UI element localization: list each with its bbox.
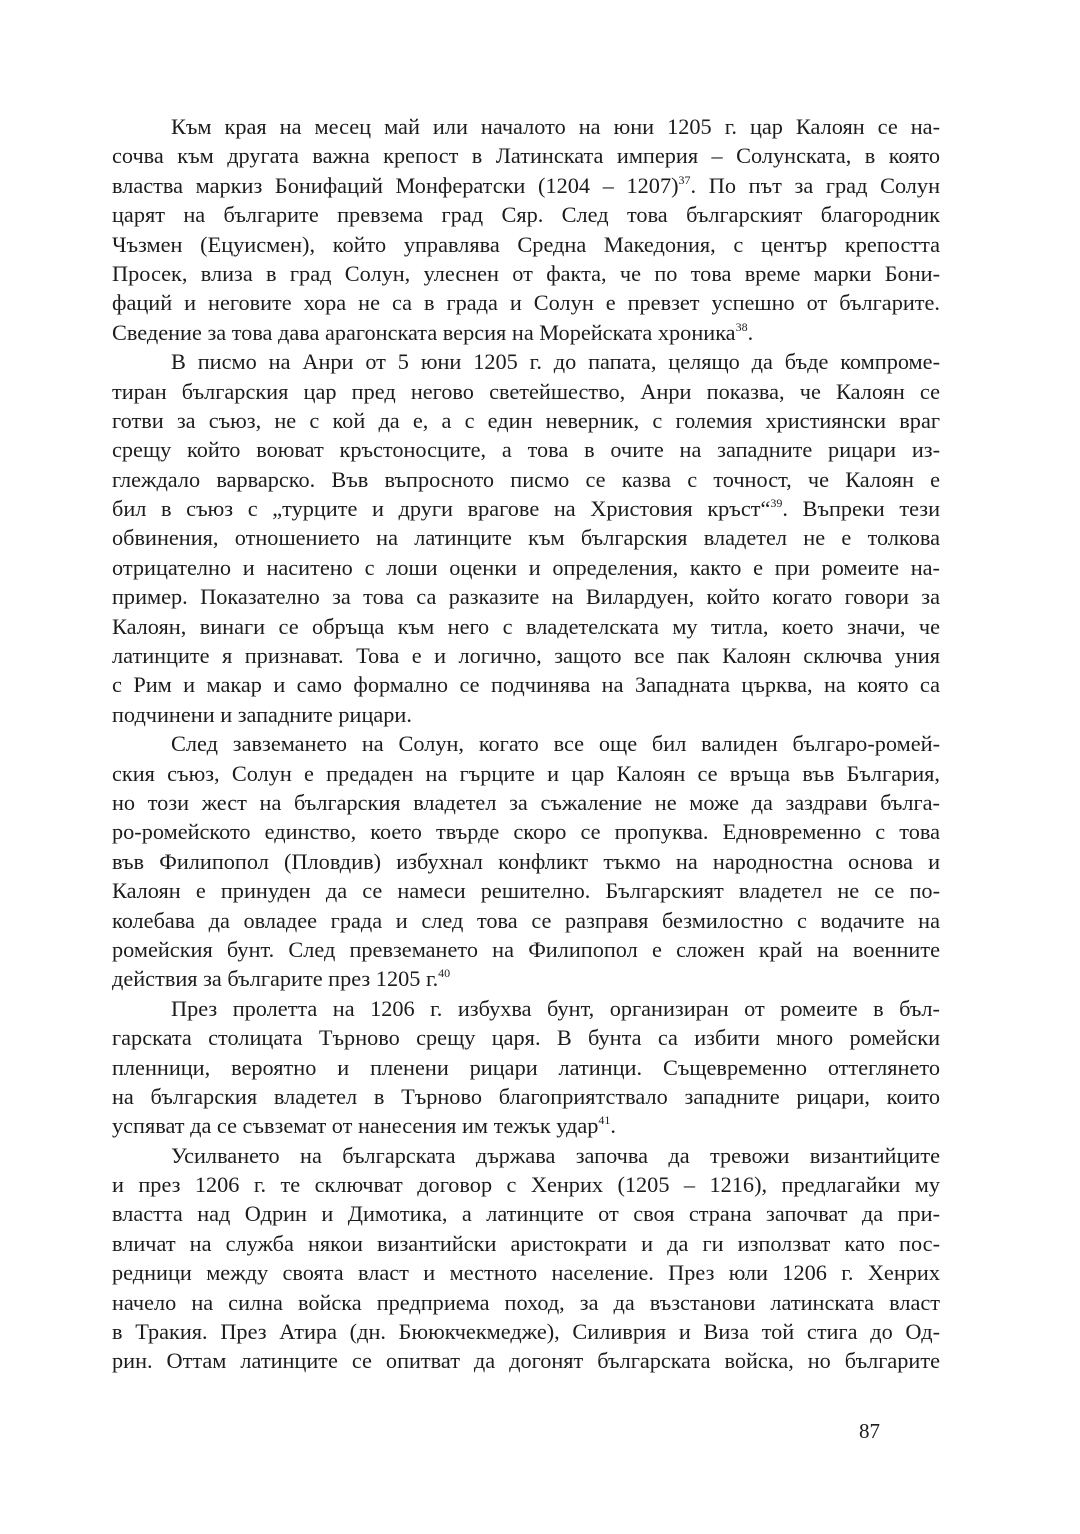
line-text-continued: . Въпреки тези xyxy=(782,496,940,522)
line-text: ро-ромейското единство, което твърде скоро се пропуква. Едновременно с това xyxy=(112,819,940,845)
line-text: ския съюз, Солун е предаден на гърците и цар Калоян се връща във България, xyxy=(112,760,940,786)
text-line xyxy=(112,288,940,317)
text-line xyxy=(112,1082,940,1111)
text-line xyxy=(112,876,940,905)
line-text: латинците я признават. Това е и логично, защото все пак Калоян сключва уния xyxy=(112,643,940,669)
line-text: Чъзмен (Ецуисмен), който управлява Средна Македония, с център крепостта xyxy=(112,231,940,257)
text-line xyxy=(112,1229,940,1258)
text-line xyxy=(112,1053,940,1082)
text-line xyxy=(112,1141,940,1170)
line-text: сочва към другата важна крепост в Латинската империя – Солунската, в която xyxy=(112,143,940,169)
text-line xyxy=(112,1023,940,1052)
line-text: но този жест на българския владетел за съжаление не може да заздрави бълга- xyxy=(112,789,940,815)
footnote-reference: 40 xyxy=(438,966,451,981)
text-line xyxy=(112,230,940,259)
text-line xyxy=(112,964,940,993)
line-text: Просек, влиза в град Солун, улеснен от факта, че по това време марки Бони- xyxy=(112,260,940,286)
text-line xyxy=(112,641,940,670)
line-text: във Филипопол (Пловдив) избухнал конфликт тъкмо на народностна основа и xyxy=(112,848,940,874)
line-text: В писмо на Анри от 5 юни 1205 г. до папата, целящо да бъде компроме- xyxy=(171,349,940,375)
footnote-reference: 41 xyxy=(598,1113,611,1128)
text-line xyxy=(112,1317,940,1346)
line-text: пленници, вероятно и пленени рицари латинци. Същевременно оттеглянето xyxy=(112,1054,940,1080)
text-line xyxy=(112,612,940,641)
line-text: успяват да се съвземат от нанесения им тежък удар xyxy=(112,1113,599,1139)
text-line xyxy=(112,435,940,464)
line-text: тиран българския цар пред негово светейшество, Анри показва, че Калоян се xyxy=(112,378,940,404)
line-text: обвинения, отношението на латинците към българския владетел не е толкова xyxy=(112,525,940,551)
line-text: глеждало варварско. Във въпросното писмо се казва с точност, че Калоян е xyxy=(112,466,940,492)
page-number: 87 xyxy=(859,1419,880,1443)
text-line xyxy=(112,200,940,229)
line-text: бил в съюз с „турците и други врагове на Христовия кръст“ xyxy=(112,496,771,522)
text-line xyxy=(112,377,940,406)
line-text: начело на силна войска предприема поход, за да възстанови латинската власт xyxy=(112,1289,940,1315)
text-line xyxy=(112,994,940,1023)
line-text: отрицателно и наситено с лоши оценки и определения, както е при ромеите на- xyxy=(112,554,940,580)
text-line xyxy=(112,1288,940,1317)
text-line xyxy=(112,171,940,200)
text-line xyxy=(112,759,940,788)
line-text-continued: . По път за град Солун xyxy=(690,172,941,198)
text-line xyxy=(112,553,940,582)
text-line xyxy=(112,406,940,435)
line-text: колебава да овладее града и след това се разправя безмилостно с водачите на xyxy=(112,907,940,933)
text-line xyxy=(112,935,940,964)
line-text: пример. Показателно за това са разказите на Вилардуен, който когато говори за xyxy=(112,584,940,610)
text-line xyxy=(112,494,940,523)
line-text: на българския владетел в Търново благоприятствало западните рицари, които xyxy=(112,1083,940,1109)
line-text: подчинени и западните рицари. xyxy=(112,701,412,727)
line-text: редници между своята власт и местното население. През юли 1206 г. Хенрих xyxy=(112,1260,940,1286)
line-text: срещу който воюват кръстоносците, а това в очите на западните рицари из- xyxy=(112,437,940,463)
text-line xyxy=(112,465,940,494)
line-text: През пролетта на 1206 г. избухва бунт, организиран от ромеите в бъл- xyxy=(171,995,940,1021)
line-text: царят на българите превзема град Сяр. След това българският благородник xyxy=(112,202,940,228)
line-text: ромейския бунт. След превземането на Филипопол е сложен край на военните xyxy=(112,936,940,962)
line-text: Калоян е принуден да се намеси решително. Българският владетел не се по- xyxy=(112,878,940,904)
text-line xyxy=(112,700,940,729)
text-line xyxy=(112,906,940,935)
line-text: вличат на служба някои византийски аристократи и да ги използват като пос- xyxy=(112,1230,940,1256)
text-line xyxy=(112,347,940,376)
footnote-reference: 38 xyxy=(735,319,748,334)
text-line xyxy=(112,847,940,876)
text-line xyxy=(112,788,940,817)
line-text: рин. Оттам латинците се опитват да догонят българската войска, но българите xyxy=(112,1348,940,1374)
footnote-reference: 39 xyxy=(770,496,783,511)
text-line xyxy=(112,1170,940,1199)
line-text: Калоян, винаги се обръща към него с владетелската му титла, което значи, че xyxy=(112,613,940,639)
text-line xyxy=(112,1346,940,1375)
text-line xyxy=(112,1258,940,1287)
text-line xyxy=(112,141,940,170)
line-text: Усилването на българската държава започва да тревожи византийците xyxy=(171,1142,940,1168)
line-text-continued: . xyxy=(747,319,754,345)
line-text: готви за съюз, не с кой да е, а с един неверник, с големия християнски враг xyxy=(112,407,940,433)
footnote-reference: 37 xyxy=(678,172,691,187)
line-text: Към края на месец май или началото на юни 1205 г. цар Калоян се на- xyxy=(171,114,940,139)
line-text: с Рим и макар и само формално се подчинява на Западната църква, на която са xyxy=(112,672,940,698)
text-line xyxy=(112,670,940,699)
body-text xyxy=(112,112,940,1376)
line-text: Сведение за това дава арагонската версия на Морейската хроника xyxy=(112,319,736,345)
line-text: действия за българите през 1205 г. xyxy=(112,966,439,992)
line-text: фаций и неговите хора не са в града и Солун е превзет успешно от българите. xyxy=(112,290,940,316)
text-line xyxy=(112,817,940,846)
text-line xyxy=(112,318,940,347)
line-text: и през 1206 г. те сключват договор с Хенрих (1205 – 1216), предлагайки му xyxy=(112,1172,940,1198)
line-text: След завземането на Солун, когато все още бил валиден българо-ромей- xyxy=(171,731,940,757)
text-line xyxy=(112,1111,940,1140)
text-line xyxy=(112,582,940,611)
text-line xyxy=(112,259,940,288)
text-line xyxy=(112,729,940,758)
line-text-continued: . xyxy=(610,1113,616,1139)
text-line xyxy=(112,1199,940,1228)
line-text: гарската столицата Търново срещу царя. В бунта са избити много ромейски xyxy=(112,1025,940,1051)
line-text: в Тракия. През Атира (дн. Бююкчекмедже), Силиврия и Виза той стига до Од- xyxy=(112,1319,940,1345)
text-line xyxy=(112,523,940,552)
line-text: властта над Одрин и Димотика, а латинците от своя страна започват да при- xyxy=(112,1201,940,1227)
text-line xyxy=(112,112,940,141)
line-text: властва маркиз Бонифаций Монфератски (1204 – 1207) xyxy=(112,172,679,198)
